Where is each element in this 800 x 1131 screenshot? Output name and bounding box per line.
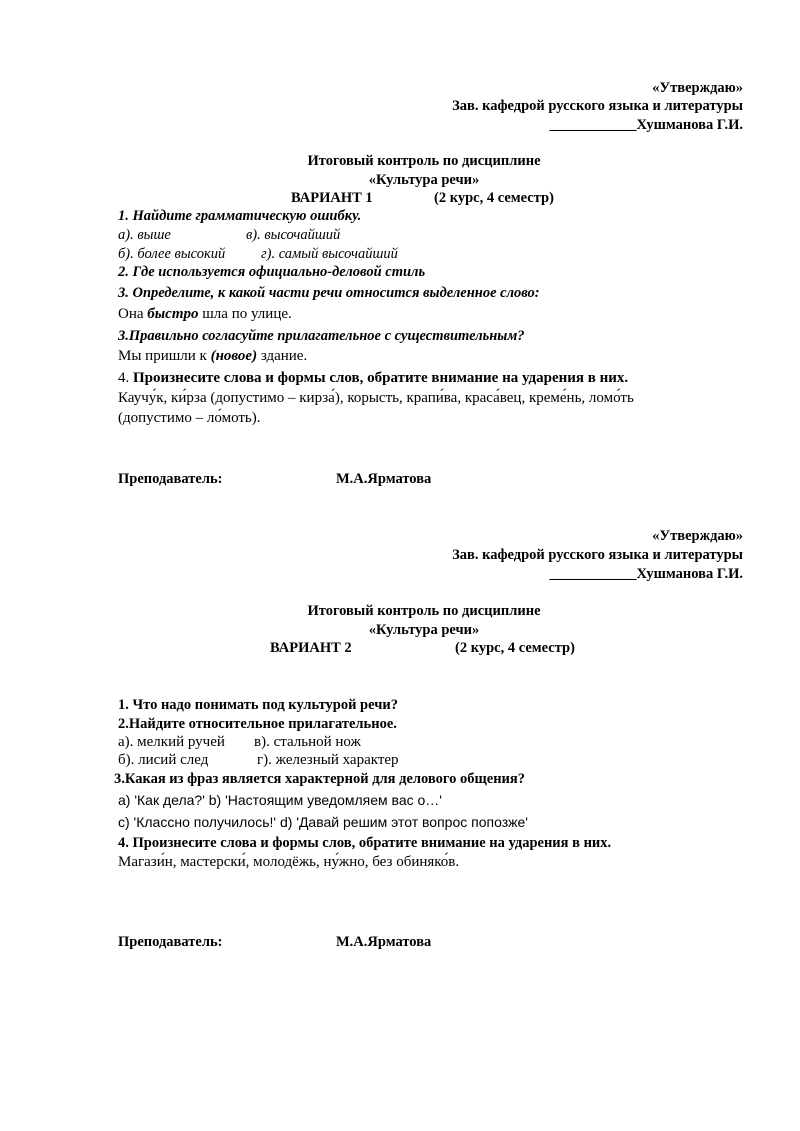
v1-q4-words-line2: (допустимо – ло́моть). (118, 410, 261, 426)
v2-question-4: 4. Произнесите слова и формы слов, обратите внимание на ударения в них. (118, 835, 612, 851)
v1-question-1: 1. Найдите грамматическую ошибку. (118, 208, 362, 224)
v1-q3b-sentence (118, 347, 307, 365)
v2-teacher-name: М.А.Ярматова (336, 934, 432, 950)
approval-title: «Утверждаю» (652, 80, 743, 96)
v1-question-2: 2. Где используется официально-деловой стиль (118, 264, 426, 280)
v2-teacher-label: Преподаватель: (118, 934, 223, 950)
v1-question-3b: 3.Правильно согласуйте прилагательное с существительным? (118, 328, 525, 344)
v2-title-line1: Итоговый контроль по дисциплине (307, 603, 541, 619)
v2-question-1: 1. Что надо понимать под культурой речи? (118, 697, 398, 713)
approval-head-2: Зав. кафедрой русского языка и литературы (452, 547, 743, 563)
v1-q4-words-line1: Каучу́к, ки́рза (допустимо – кирза́), корысть, крапи́ва, краса́вец, креме́нь, ломо́ть (118, 390, 634, 406)
v2-q3-options-cd: c) 'Классно получилось!' d) 'Давай решим этот вопрос попозже' (118, 814, 528, 830)
v2-q2-option-g: г). железный характер (257, 752, 399, 768)
v2-q4-words: Магази́н, мастерски́, молодёжь, ну́жно, без обиняко́в. (118, 854, 460, 870)
v2-q2-option-a: а). мелкий ручей (118, 734, 225, 750)
v1-q3-sentence-start: Она (118, 306, 148, 322)
approval-signature-2: ____________Хушманова Г.И. (549, 566, 743, 582)
v2-q2-option-v: в). стальной нож (254, 734, 361, 750)
v1-teacher-name: М.А.Ярматова (336, 471, 432, 487)
v2-question-2: 2.Найдите относительное прилагательное. (118, 716, 397, 732)
v1-q1-option-b: б). более высокий (118, 246, 226, 262)
v1-q3b-highlighted-word: (новое) (210, 348, 258, 364)
v1-q3-sentence (118, 305, 292, 323)
v1-question-3: 3. Определите, к какой части речи относится выделенное слово: (118, 285, 540, 301)
v2-variant-label: ВАРИАНТ 2 (270, 640, 352, 656)
v1-question-4 (118, 369, 628, 387)
approval-title-2: «Утверждаю» (652, 528, 743, 544)
v1-q4-number: 4. (118, 370, 133, 386)
v2-q2-option-b: б). лисий след (118, 752, 209, 768)
v1-q1-option-a: а). выше (118, 227, 171, 243)
approval-signature: ____________Хушманова Г.И. (549, 117, 743, 133)
v1-q3b-sentence-end: здание. (257, 348, 308, 364)
v2-title-line2: «Культура речи» (368, 622, 480, 638)
v1-q3-sentence-end: шла по улице. (198, 306, 292, 322)
v1-q3b-sentence-start: Мы пришли к (118, 348, 211, 364)
v1-variant-label: ВАРИАНТ 1 (291, 190, 373, 206)
v2-question-3: 3.Какая из фраз является характерной для делового общения? (114, 771, 525, 787)
v1-q3-highlighted-word: быстро (147, 306, 199, 322)
v1-q4-text: Произнесите слова и формы слов, обратите внимание на ударения в них. (133, 370, 629, 386)
v1-teacher-label: Преподаватель: (118, 471, 223, 487)
v1-q1-option-g: г). самый высочайший (261, 246, 398, 262)
v2-q3-options-ab: a) 'Как дела?' b) 'Настоящим уведомляем вас о…' (118, 792, 442, 808)
v2-course-label: (2 курс, 4 семестр) (455, 640, 575, 656)
v1-title-line2: «Культура речи» (368, 172, 480, 188)
v1-q1-option-v: в). высочайший (246, 227, 341, 243)
v1-title-line1: Итоговый контроль по дисциплине (307, 153, 541, 169)
approval-head: Зав. кафедрой русского языка и литературы (452, 98, 743, 114)
v1-course-label: (2 курс, 4 семестр) (434, 190, 554, 206)
